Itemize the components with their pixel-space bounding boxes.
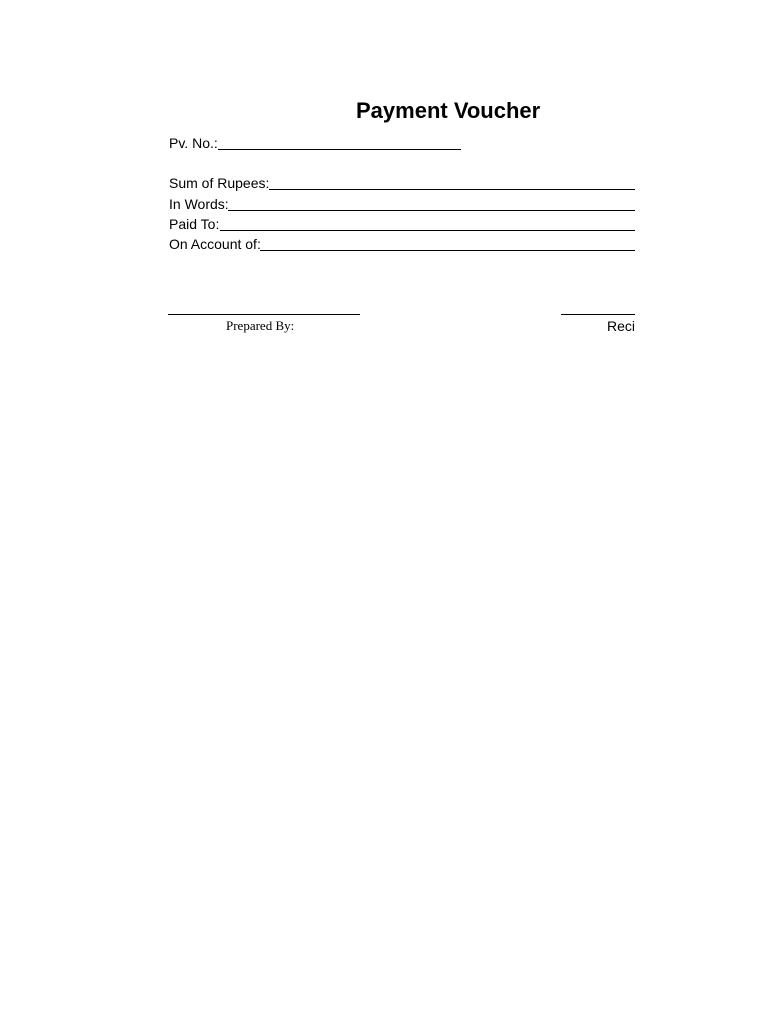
pv-no-label: Pv. No.: (169, 135, 218, 151)
pv-no-field[interactable] (218, 149, 461, 150)
on-account-of-label: On Account of: (169, 236, 261, 252)
sum-of-rupees-field[interactable] (269, 189, 635, 190)
in-words-label: In Words: (169, 196, 229, 212)
prepared-by-label: Prepared By: (226, 318, 295, 333)
paid-to-field[interactable] (220, 230, 635, 231)
in-words-field[interactable] (228, 210, 635, 211)
on-account-of-field[interactable] (260, 250, 635, 251)
prepared-by-signature-line[interactable] (168, 314, 360, 315)
received-by-signature-line[interactable] (561, 314, 635, 315)
sum-of-rupees-label: Sum of Rupees: (169, 175, 270, 191)
page-title: Payment Voucher (356, 98, 541, 123)
paid-to-label: Paid To: (169, 216, 220, 232)
received-by-label: Reci (607, 318, 635, 334)
